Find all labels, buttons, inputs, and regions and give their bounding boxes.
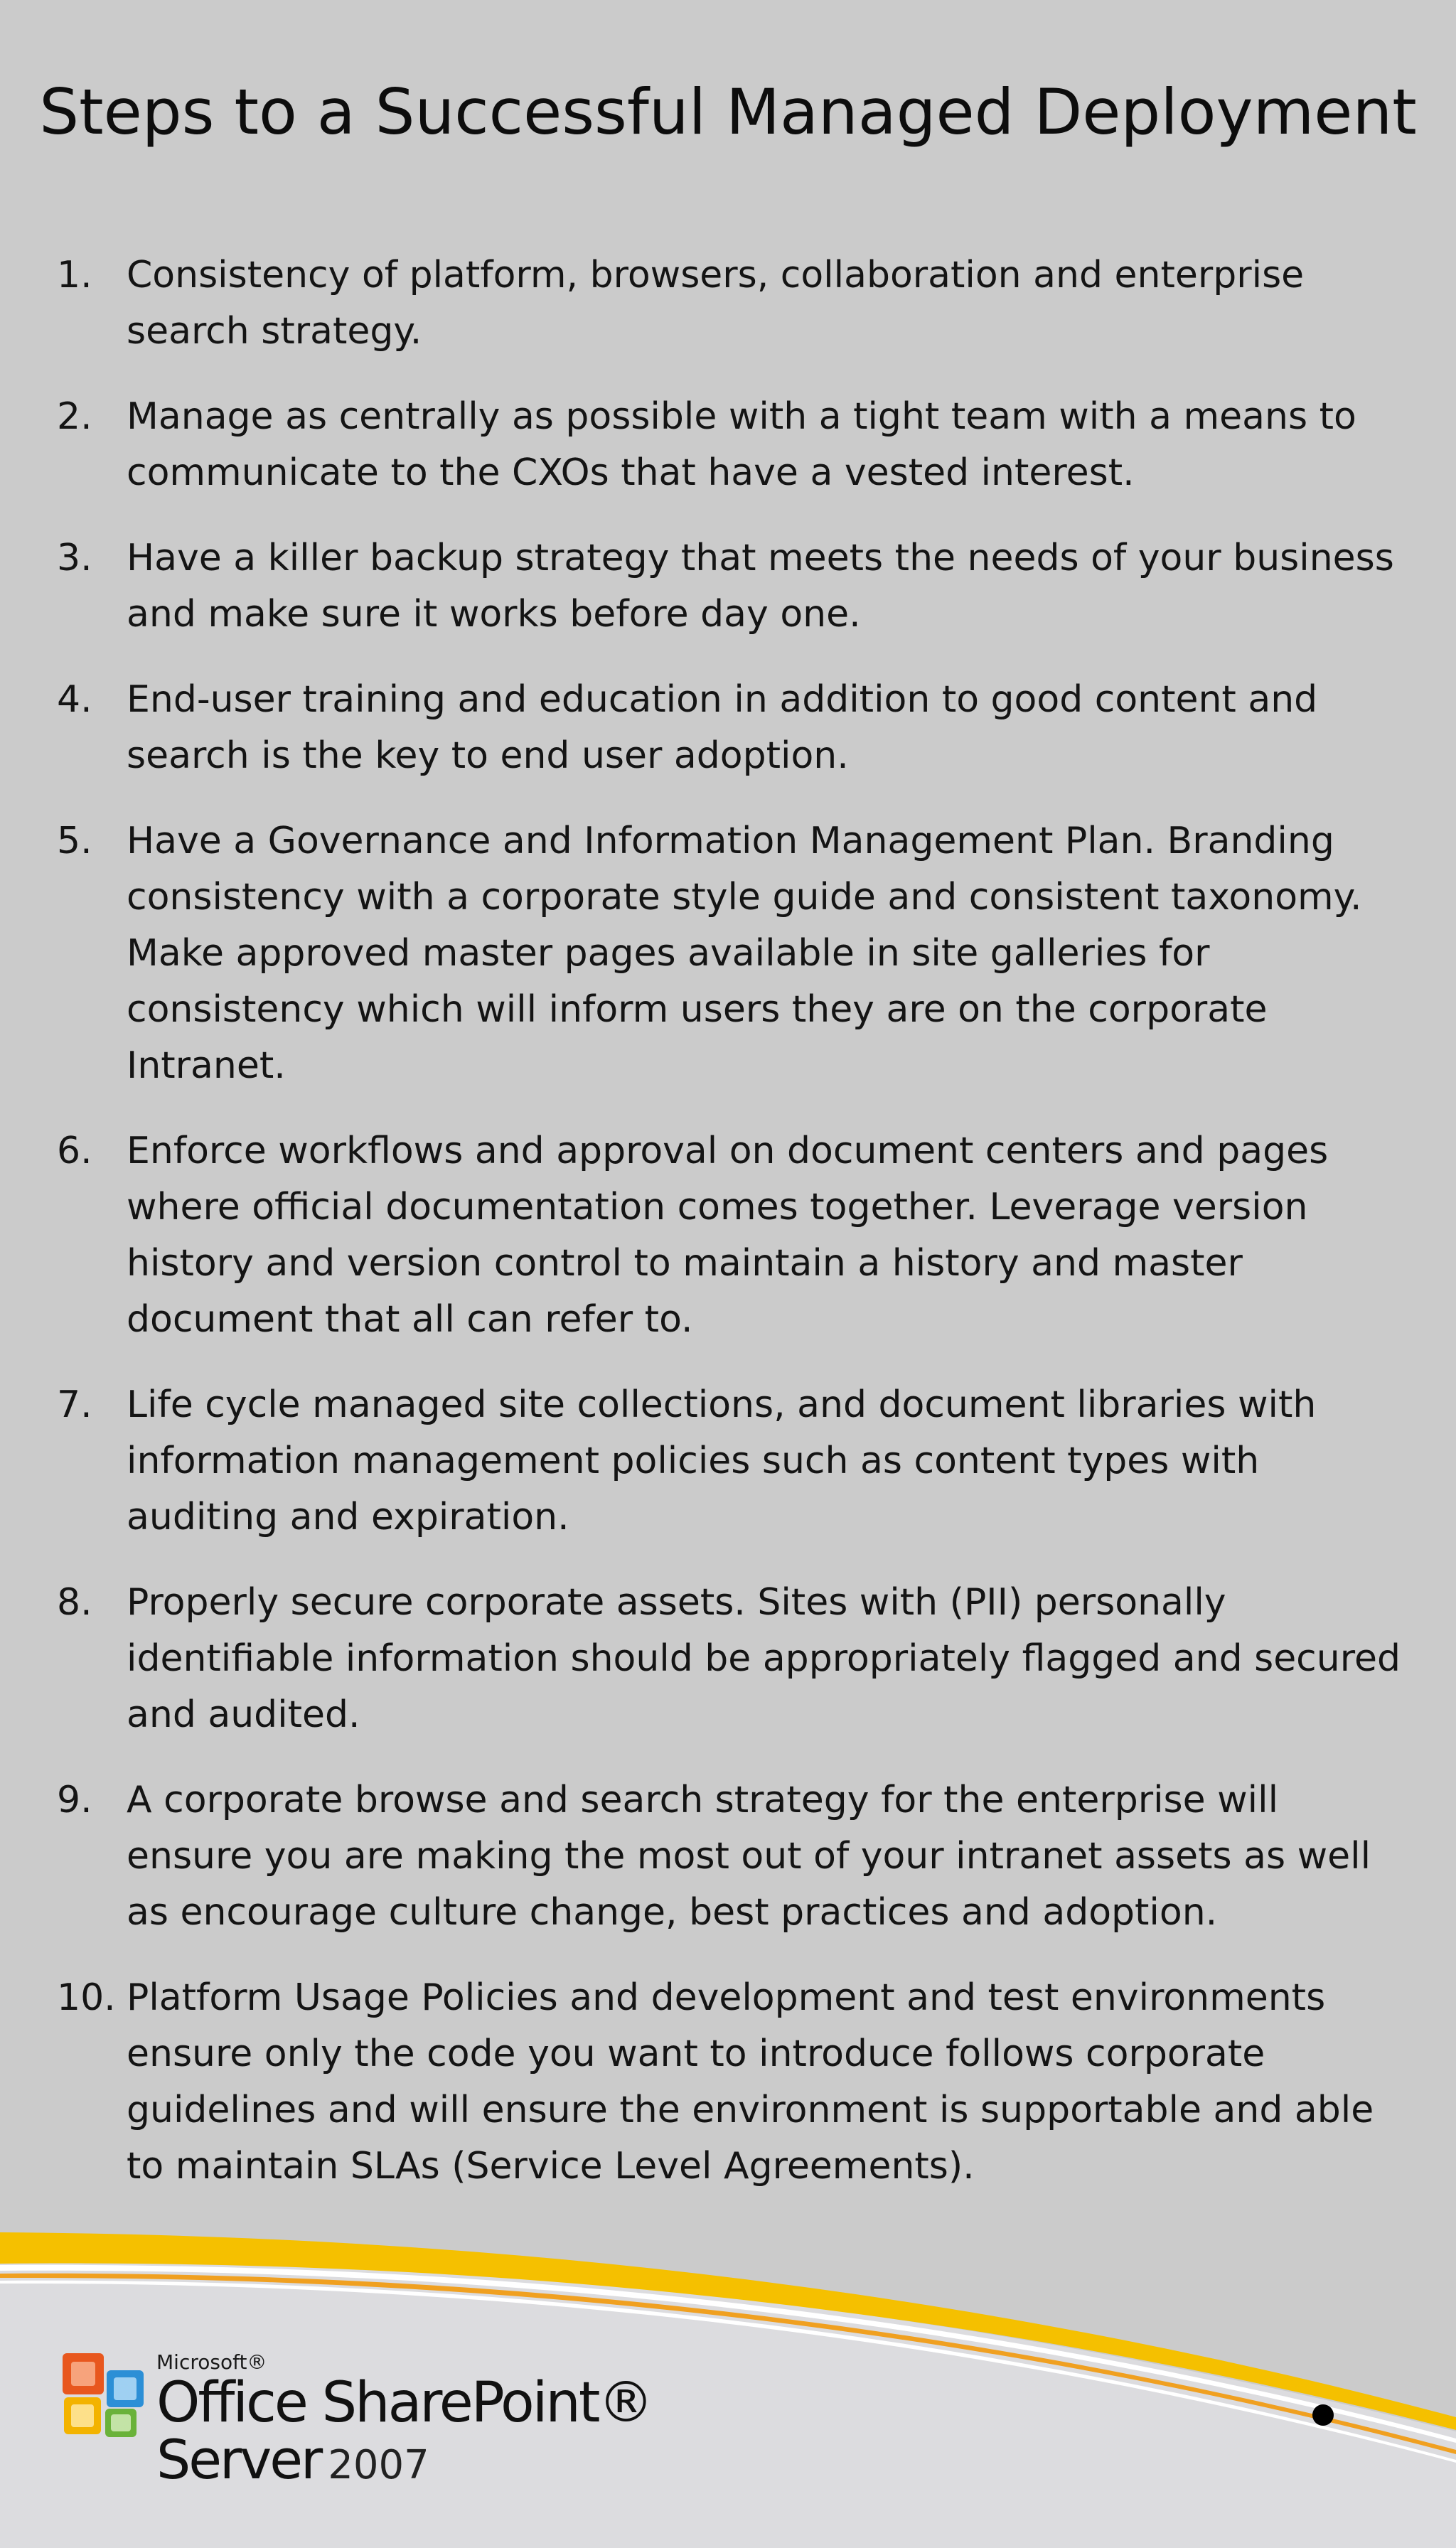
step-text: Life cycle managed site collections, and document libraries with information management policies such as content types with auditing and expiration. [127,1383,1317,1538]
list-item [57,672,1408,784]
footer-dot [1312,2404,1334,2426]
step-number: 4. [57,678,92,721]
list-item [57,530,1408,643]
step-number: 6. [57,1130,92,1172]
step-text: Enforce workflows and approval on document centers and pages where official documentation comes together. Leverage version history and version control to maintain a history and master document that all can refer to. [127,1130,1329,1341]
logo-edition-line [156,2428,651,2503]
step-number: 7. [57,1383,92,1426]
logo-edition: Server [156,2428,321,2491]
office-sharepoint-logo [60,2350,700,2507]
step-text: Have a Governance and Information Management Plan. Branding consistency with a corporate style guide and consistent taxonomy. Make approved master pages available in site galleries for consistency which will inform users they are on the corporate Intranet. [127,820,1362,1087]
logo-year: 2007 [328,2442,429,2488]
list-item [57,1772,1408,1941]
list-item [57,1575,1408,1743]
step-number: 9. [57,1779,92,1821]
list-item [57,1970,1408,2195]
office-sharepoint-logo-icon [60,2350,151,2441]
step-number: 8. [57,1581,92,1624]
slide-title: Steps to a Successful Managed Deployment [39,75,1417,149]
step-number: 2. [57,395,92,438]
list-item [57,1123,1408,1348]
step-text: Platform Usage Policies and development and test environments ensure only the code you want to introduce follows corporate guidelines and will ensure the environment is supportable and able to maintain SLAs (Service Level Agreements). [127,1976,1374,2188]
logo-brand: Microsoft® [156,2350,267,2374]
list-item [57,389,1408,501]
step-text: Consistency of platform, browsers, collaboration and enterprise search strategy. [127,254,1305,353]
list-item [57,813,1408,1094]
step-number: 5. [57,820,92,862]
list-item [57,1377,1408,1546]
step-text: A corporate browse and search strategy for the enterprise will ensure you are making the most out of your intranet assets as well as encourage culture change, best practices and adoption. [127,1779,1371,1934]
step-text: End-user training and education in addition to good content and search is the key to end user adoption. [127,678,1318,777]
logo-product: Office SharePoint® [156,2371,652,2435]
list-item [57,247,1408,360]
step-number: 3. [57,537,92,579]
step-text: Have a killer backup strategy that meets the needs of your business and make sure it works before day one. [127,537,1394,636]
step-number: 10. [57,1976,116,2019]
step-text: Manage as centrally as possible with a tight team with a means to communicate to the CXOs that have a vested interest. [127,395,1356,494]
steps-list [57,247,1408,2224]
step-number: 1. [57,254,92,296]
logo-wordmark [156,2350,651,2503]
step-text: Properly secure corporate assets. Sites with (PII) personally identifiable information should be appropriately flagged and secured and audited. [127,1581,1401,1736]
